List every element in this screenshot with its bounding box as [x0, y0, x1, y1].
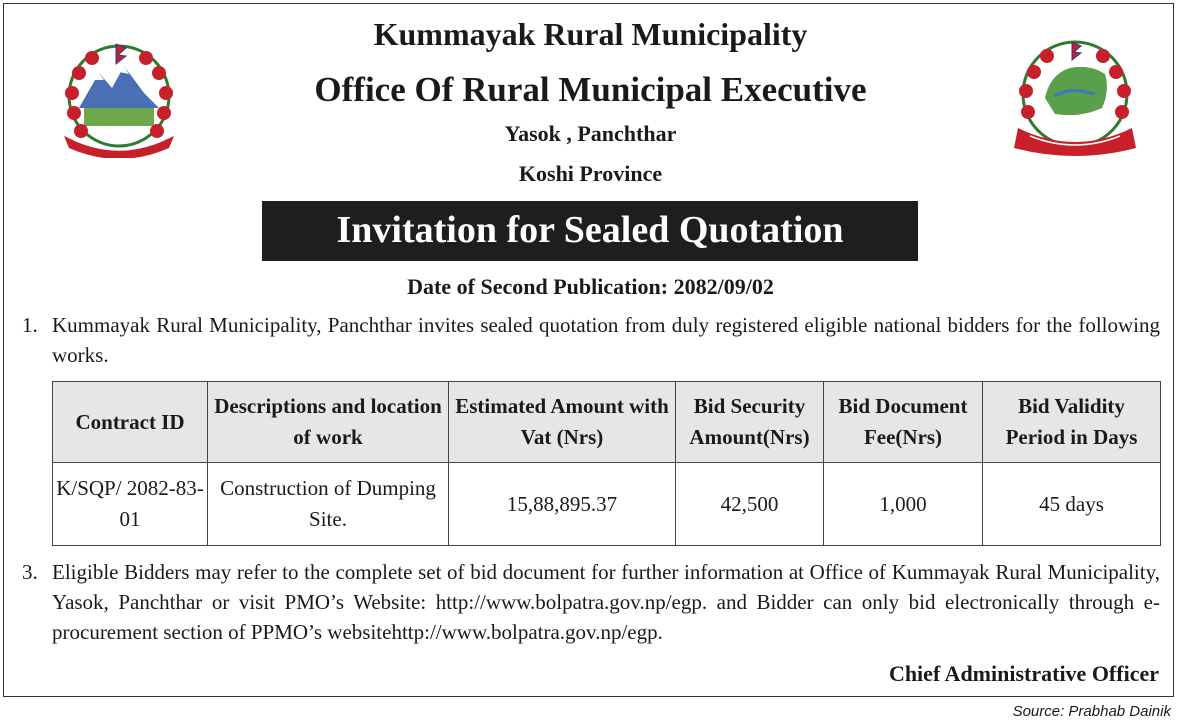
paragraph-3 — [22, 557, 1160, 647]
paragraph-1-text: Kummayak Rural Municipality, Panchthar invites sealed quotation from duly registered eligible national bidders for the following works. — [52, 313, 1160, 367]
paragraph-1-number: 1. — [22, 313, 38, 337]
table-header-row — [53, 382, 1161, 463]
address-line-1: Yasok , Panchthar — [504, 121, 677, 146]
paragraph-3-number: 3. — [22, 560, 38, 584]
cell-validity: 45 days — [983, 463, 1161, 546]
header-document-fee: Bid Document Fee(Nrs) — [824, 382, 983, 463]
header-validity: Bid Validity Period in Days — [983, 382, 1161, 463]
cell-contract-id: K/SQP/ 2082-83-01 — [53, 463, 208, 546]
table-row — [53, 463, 1161, 546]
notice-title-banner: Invitation for Sealed Quotation — [262, 201, 918, 261]
header-contract-id: Contract ID — [53, 382, 208, 463]
address-line-2: Koshi Province — [518, 161, 663, 186]
paragraph-1 — [22, 310, 1160, 370]
cell-estimated-amount: 15,88,895.37 — [449, 463, 676, 546]
office-name: Office Of Rural Municipal Executive — [314, 70, 867, 109]
municipality-name: Kummayak Rural Municipality — [373, 16, 808, 52]
header-bid-security: Bid Security Amount(Nrs) — [676, 382, 824, 463]
cell-bid-security: 42,500 — [676, 463, 824, 546]
cell-description: Construction of Dumping Site. — [208, 463, 449, 546]
source-credit: Source: Prabhab Dainik — [1012, 703, 1171, 720]
works-table — [52, 381, 1161, 546]
cell-document-fee: 1,000 — [824, 463, 983, 546]
paragraph-3-text: Eligible Bidders may refer to the complete set of bid document for further information at Office of Kummayak Rural Municipality, Yasok, Panchthar or visit PMO’s Website: http://www.bolpatra.gov.np/egp. and Bidder can only bid electronically through e-procurement section of PPMO’s websitehttp://www.bolpatra.gov.np/egp. — [52, 560, 1160, 644]
header-estimated-amount: Estimated Amount with Vat (Nrs) — [449, 382, 676, 463]
header-description: Descriptions and location of work — [208, 382, 449, 463]
publication-date: Date of Second Publication: 2082/09/02 — [407, 274, 774, 299]
signoff: Chief Administrative Officer — [888, 661, 1159, 686]
